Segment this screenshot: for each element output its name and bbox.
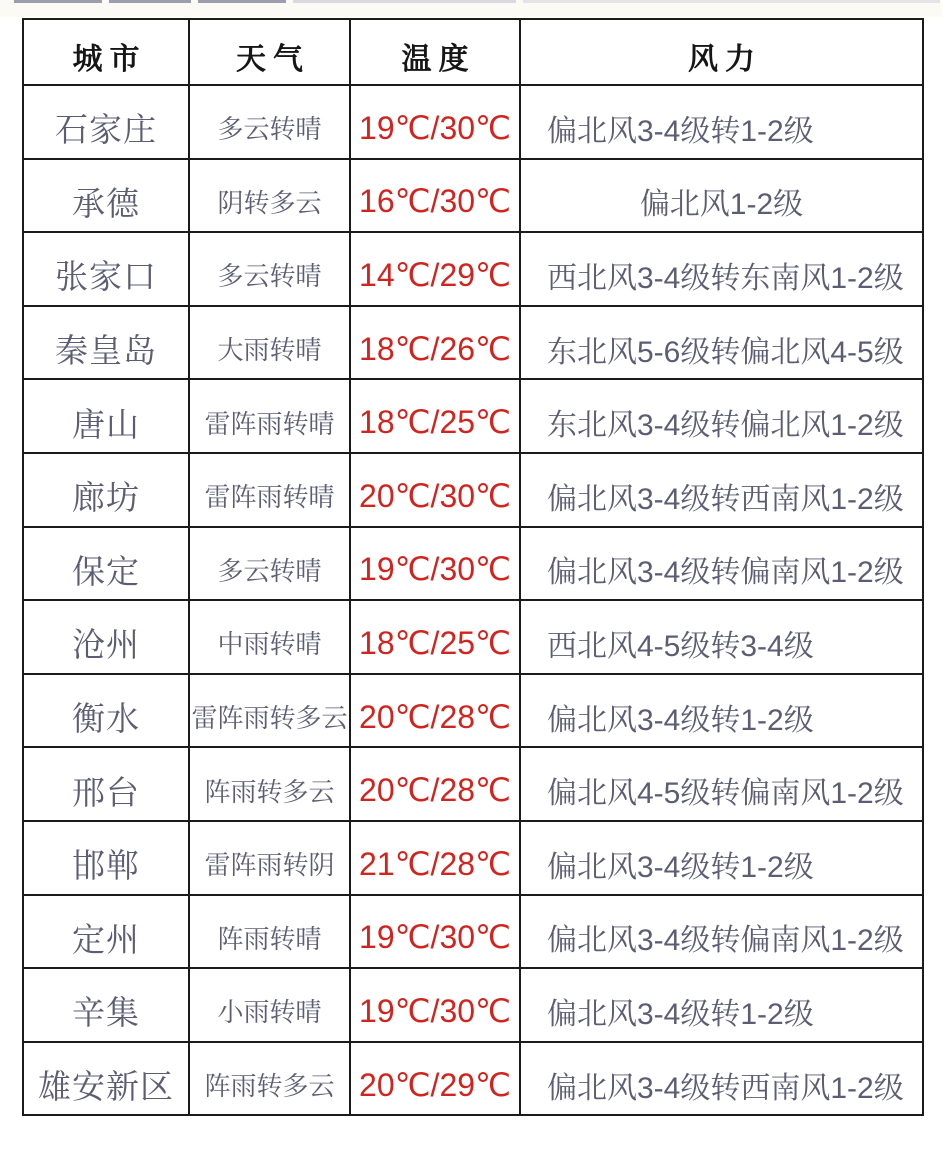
temperature-cell: 21℃/28℃ — [350, 821, 520, 895]
table-body — [23, 85, 923, 1115]
weather-cell: 阵雨转晴 — [189, 895, 350, 969]
table-row — [23, 306, 923, 380]
temperature-cell: 16℃/30℃ — [350, 159, 520, 233]
city-cell: 邢台 — [23, 747, 189, 821]
table-row — [23, 747, 923, 821]
city-cell: 沧州 — [23, 600, 189, 674]
wind-cell: 偏北风1-2级 — [520, 159, 923, 233]
temperature-cell: 18℃/25℃ — [350, 379, 520, 453]
wind-cell: 东北风3-4级转偏北风1-2级 — [520, 379, 923, 453]
city-cell: 张家口 — [23, 232, 189, 306]
fragment-line — [109, 0, 191, 3]
column-header-wind: 风力 — [520, 19, 923, 85]
weather-cell: 大雨转晴 — [189, 306, 350, 380]
wind-cell: 偏北风3-4级转1-2级 — [520, 821, 923, 895]
city-cell: 承德 — [23, 159, 189, 233]
temperature-cell: 20℃/29℃ — [350, 1042, 520, 1116]
column-header-city: 城市 — [23, 19, 189, 85]
city-cell: 雄安新区 — [23, 1042, 189, 1116]
temperature-cell: 18℃/25℃ — [350, 600, 520, 674]
temperature-cell: 19℃/30℃ — [350, 85, 520, 159]
wind-cell: 偏北风4-5级转偏南风1-2级 — [520, 747, 923, 821]
table-row — [23, 1042, 923, 1116]
weather-cell: 雷阵雨转多云 — [189, 674, 350, 748]
weather-cell: 多云转晴 — [189, 85, 350, 159]
weather-cell: 雷阵雨转阴 — [189, 821, 350, 895]
temperature-cell: 14℃/29℃ — [350, 232, 520, 306]
city-cell: 邯郸 — [23, 821, 189, 895]
column-header-temperature: 温度 — [350, 19, 520, 85]
table-row — [23, 379, 923, 453]
temperature-cell: 19℃/30℃ — [350, 968, 520, 1042]
weather-cell: 小雨转晴 — [189, 968, 350, 1042]
weather-cell: 阵雨转多云 — [189, 747, 350, 821]
fragment-line — [523, 0, 940, 3]
table-row — [23, 968, 923, 1042]
city-cell: 辛集 — [23, 968, 189, 1042]
weather-cell: 多云转晴 — [189, 527, 350, 601]
table-row — [23, 232, 923, 306]
table-row — [23, 453, 923, 527]
cropped-previous-row-fragment — [0, 0, 942, 17]
table-row — [23, 895, 923, 969]
wind-cell: 偏北风3-4级转偏南风1-2级 — [520, 527, 923, 601]
table-row — [23, 600, 923, 674]
table-row — [23, 821, 923, 895]
weather-cell: 雷阵雨转晴 — [189, 379, 350, 453]
header-row — [23, 19, 923, 85]
weather-cell: 多云转晴 — [189, 232, 350, 306]
temperature-cell: 20℃/28℃ — [350, 747, 520, 821]
temperature-cell: 18℃/26℃ — [350, 306, 520, 380]
temperature-cell: 19℃/30℃ — [350, 895, 520, 969]
city-cell: 衡水 — [23, 674, 189, 748]
weather-cell: 阵雨转多云 — [189, 1042, 350, 1116]
fragment-line — [14, 0, 102, 3]
wind-cell: 东北风5-6级转偏北风4-5级 — [520, 306, 923, 380]
temperature-cell: 19℃/30℃ — [350, 527, 520, 601]
column-header-weather: 天气 — [189, 19, 350, 85]
wind-cell: 西北风4-5级转3-4级 — [520, 600, 923, 674]
wind-cell: 偏北风3-4级转偏南风1-2级 — [520, 895, 923, 969]
wind-cell: 偏北风3-4级转1-2级 — [520, 968, 923, 1042]
city-cell: 秦皇岛 — [23, 306, 189, 380]
fragment-line — [198, 0, 286, 3]
city-cell: 石家庄 — [23, 85, 189, 159]
city-cell: 唐山 — [23, 379, 189, 453]
table-row — [23, 674, 923, 748]
wind-cell: 偏北风3-4级转1-2级 — [520, 85, 923, 159]
wind-cell: 偏北风3-4级转西南风1-2级 — [520, 453, 923, 527]
weather-cell: 阴转多云 — [189, 159, 350, 233]
table-row — [23, 85, 923, 159]
wind-cell: 西北风3-4级转东南风1-2级 — [520, 232, 923, 306]
table-header — [23, 19, 923, 85]
table-row — [23, 527, 923, 601]
wind-cell: 偏北风3-4级转1-2级 — [520, 674, 923, 748]
weather-cell: 雷阵雨转晴 — [189, 453, 350, 527]
weather-cell: 中雨转晴 — [189, 600, 350, 674]
city-cell: 定州 — [23, 895, 189, 969]
city-cell: 保定 — [23, 527, 189, 601]
city-cell: 廊坊 — [23, 453, 189, 527]
table-row — [23, 159, 923, 233]
weather-forecast-table — [22, 18, 924, 1116]
wind-cell: 偏北风3-4级转西南风1-2级 — [520, 1042, 923, 1116]
fragment-line — [293, 0, 516, 3]
temperature-cell: 20℃/28℃ — [350, 674, 520, 748]
temperature-cell: 20℃/30℃ — [350, 453, 520, 527]
